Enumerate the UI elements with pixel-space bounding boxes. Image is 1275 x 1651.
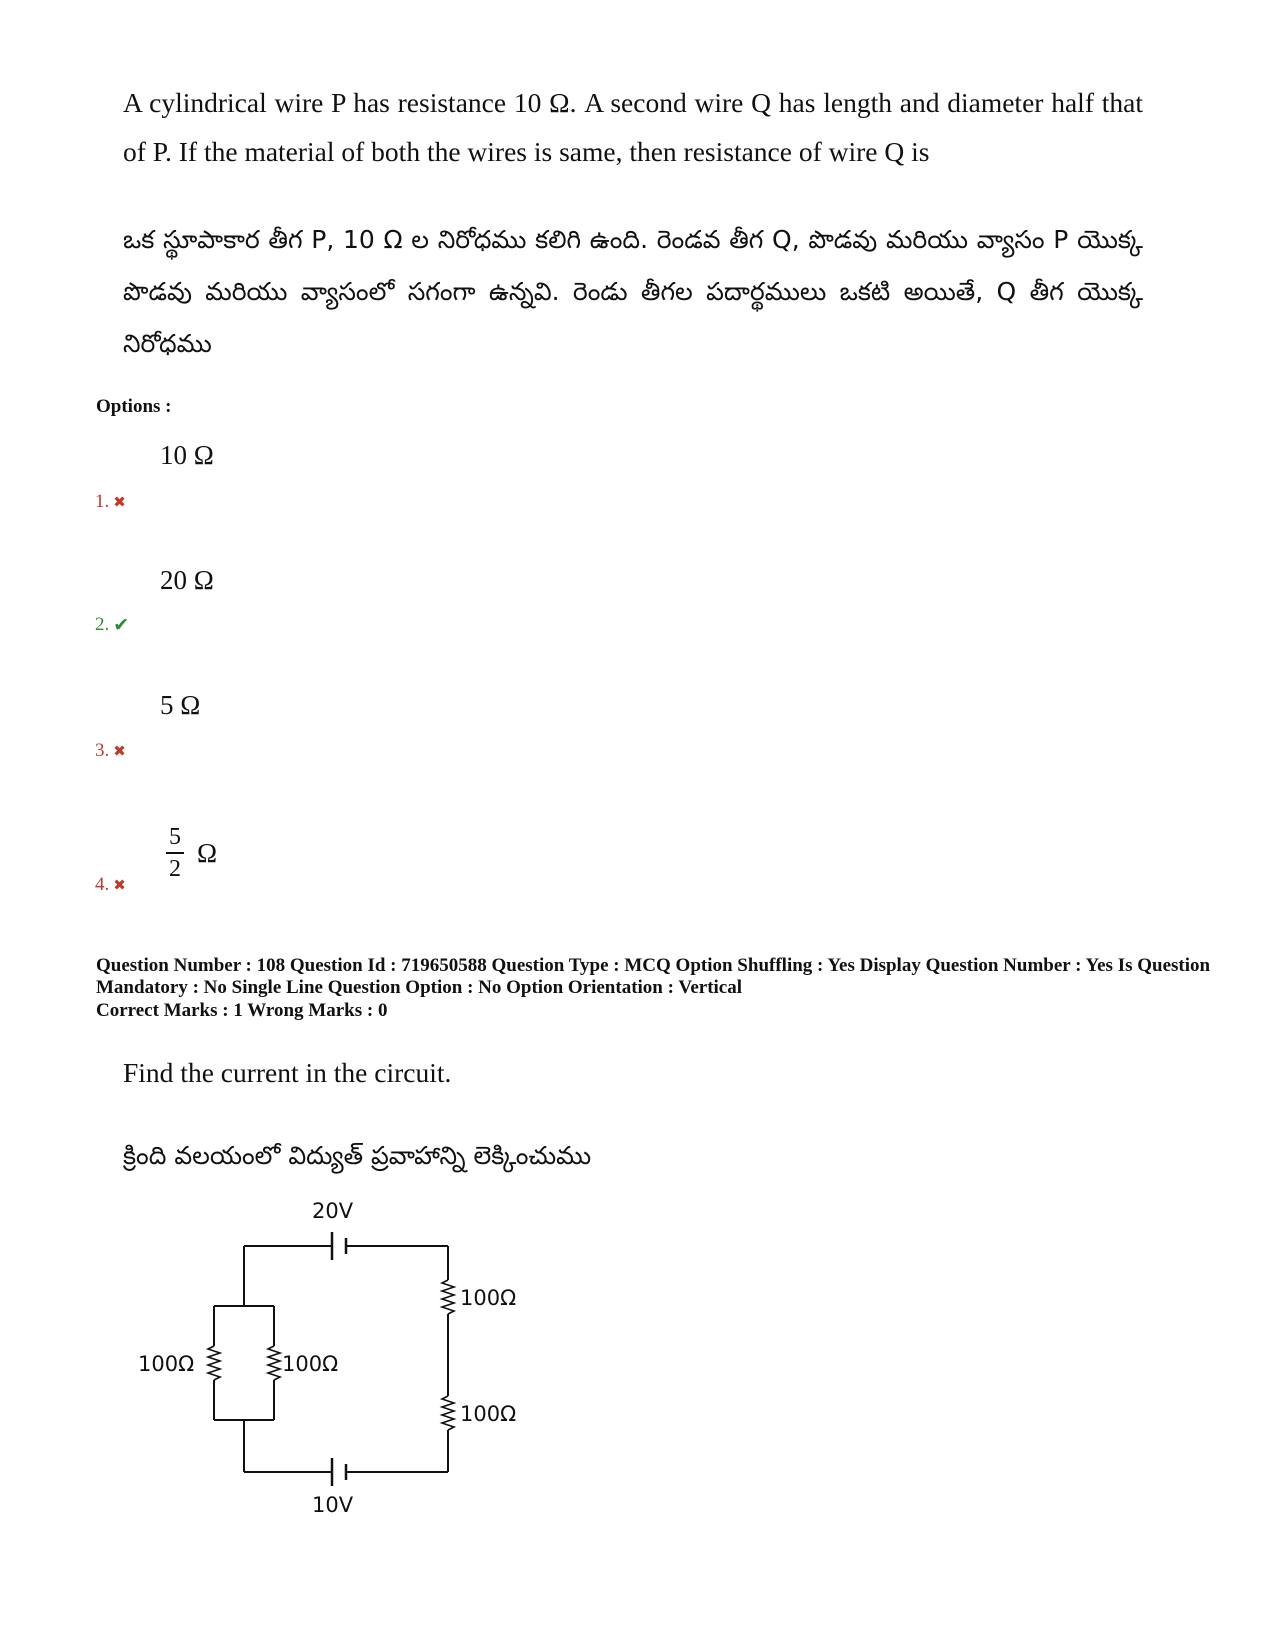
question-text-en: A cylindrical wire P has resistance 10 Ω. A second wire Q has length and diameter half that of P. If the material of both the wires is same, then resistance of wire Q is — [123, 87, 1143, 167]
fraction-numerator: 5 — [169, 824, 181, 850]
option-1 — [95, 491, 126, 513]
option-4-unit: Ω — [197, 838, 218, 868]
option-4-number: 4. — [95, 874, 110, 895]
option-4-fraction — [160, 822, 190, 884]
option-4 — [95, 874, 126, 896]
question-108-text-te: క్రింది వలయంలో విద్యుత్ ప్రవాహాన్ని లెక్కించుము — [123, 1141, 592, 1170]
resistor-right-bottom — [442, 1396, 454, 1430]
options-label: Options : — [96, 396, 172, 417]
question-108-text-en: Find the current in the circuit. — [123, 1057, 452, 1088]
question-meta: Question Number : 108 Question Id : 719650588 Question Type : MCQ Option Shuffling : Yes Display Question Number : Yes Is Question Mandatory : No Single Line Question Option : No Option Orientation : Vertical — [96, 955, 1211, 998]
label-left-2: 100Ω — [282, 1352, 339, 1376]
resistor-right-top — [442, 1280, 454, 1314]
label-right-bottom: 100Ω — [460, 1402, 517, 1426]
option-3-value: 5 Ω — [160, 690, 201, 720]
label-left-1: 100Ω — [138, 1352, 195, 1376]
resistor-left-2 — [268, 1346, 280, 1380]
cross-icon: ✖ — [113, 876, 126, 894]
cross-icon: ✖ — [113, 493, 126, 511]
marks-meta: Correct Marks : 1 Wrong Marks : 0 — [96, 1000, 388, 1021]
fraction-denominator: 2 — [169, 855, 181, 882]
circuit-diagram — [130, 1190, 550, 1520]
label-20v: 20V — [312, 1199, 354, 1223]
check-icon: ✔ — [113, 614, 130, 636]
option-3-number: 3. — [95, 740, 110, 761]
cross-icon: ✖ — [113, 742, 126, 760]
option-3 — [95, 740, 126, 762]
option-2-value: 20 Ω — [160, 565, 214, 595]
label-right-top: 100Ω — [460, 1286, 517, 1310]
option-2-number: 2. — [95, 614, 110, 635]
resistor-left-1 — [208, 1346, 220, 1380]
option-2 — [95, 614, 129, 636]
question-text-te: ఒక స్థూపాకార తీగ P, 10 Ω ల నిరోధము కలిగి ఉంది. రెండవ తీగ Q, పొడవు మరియు వ్యాసం P యొక్క పొడవు మరియు వ్యాసంలో సగంగా ఉన్నవి. రెండు తీగల పదార్థములు ఒకటి అయితే, Q తీగ యొక్క నిరోధము — [123, 225, 1143, 358]
label-10v: 10V — [312, 1493, 354, 1517]
option-1-number: 1. — [95, 491, 110, 512]
option-1-value: 10 Ω — [160, 440, 214, 470]
